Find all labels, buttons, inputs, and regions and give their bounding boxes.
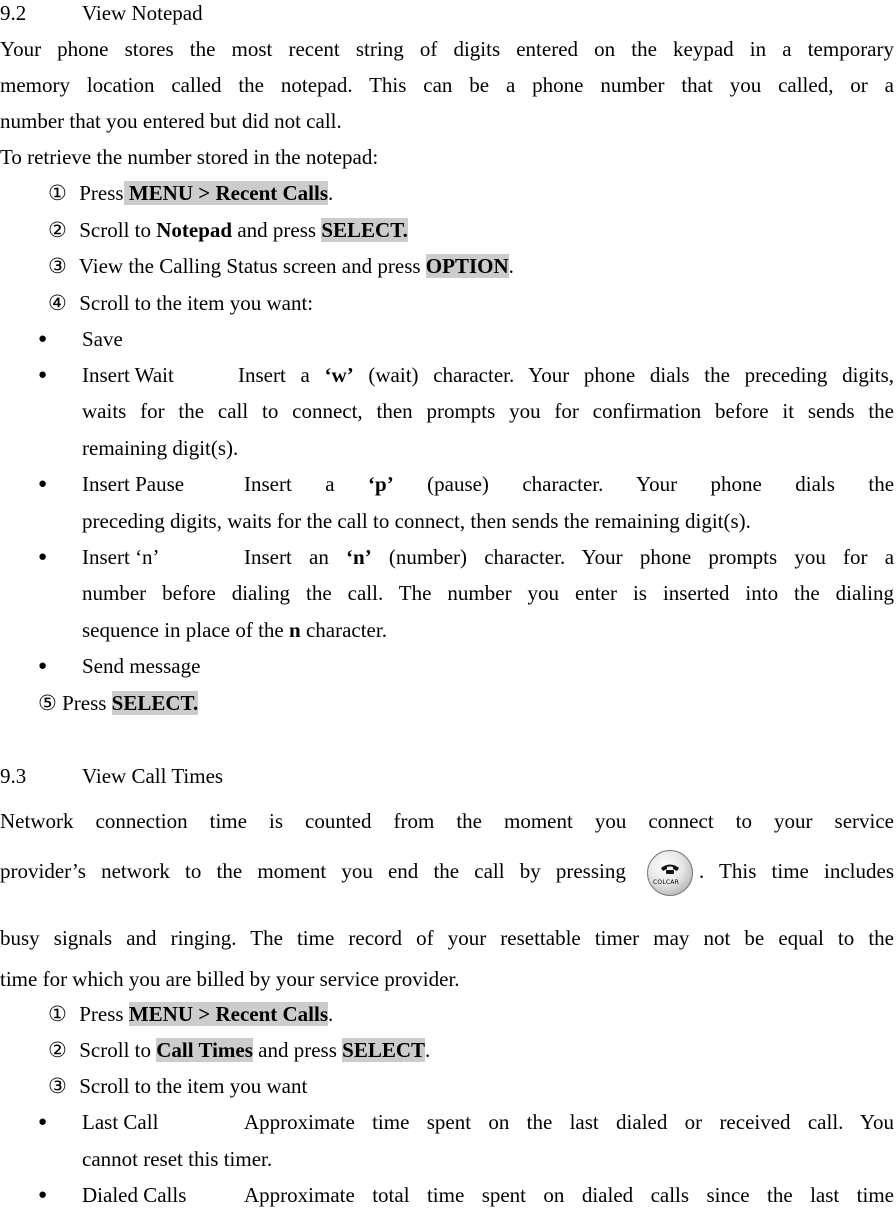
phone-handset-icon (659, 861, 681, 877)
option-insert-n-term: Insert ‘n’ (82, 545, 160, 569)
step-text: Scroll to the item you want: (79, 291, 314, 315)
step-5 (38, 690, 198, 716)
step-text: . (425, 1038, 431, 1062)
softkey-label: SELECT (342, 1038, 426, 1062)
bullet-icon: ● (38, 549, 48, 565)
softkey-label: OPTION (425, 254, 509, 278)
bullet-icon: ● (38, 331, 48, 347)
desc-text: sequence in place of the (82, 618, 284, 642)
paragraph-line: number that you entered but did not call. (0, 109, 342, 133)
desc-text: Insert an (244, 545, 329, 569)
step-text: View the Calling Status screen and press (78, 254, 421, 278)
section-title: View Call Times (82, 764, 224, 788)
timer-last-call-desc: Approximate time spent on the last dialed or received call. You (244, 1110, 894, 1134)
step-number: ④ (48, 291, 67, 315)
bullet-icon: ● (38, 476, 48, 492)
option-save: Save (82, 327, 123, 351)
step-1 (48, 180, 333, 206)
desc-line: waits for the call to connect, then prompts you for confirmation before it sends the (82, 399, 894, 423)
softkey-label: SELECT. (321, 218, 408, 242)
step-text: Press (79, 181, 124, 205)
section-heading-9-3 (0, 763, 223, 789)
bold-term: Notepad (156, 218, 233, 242)
key-label: COLCAR (653, 879, 679, 887)
step-2 (48, 1037, 430, 1063)
bold-term: ‘w’ (324, 363, 354, 387)
desc-text: (pause) character. Your phone dials the (427, 472, 895, 496)
step-number: ③ (48, 254, 67, 278)
timer-last-call-term: Last Call (82, 1110, 159, 1134)
step-number: ⑤ (38, 691, 57, 715)
step-text: . (328, 1002, 334, 1026)
paragraph-line: To retrieve the number stored in the notepad: (0, 145, 379, 169)
option-insert-pause-desc (244, 471, 894, 497)
desc-line: remaining digit(s). (82, 436, 239, 460)
step-text: Scroll to (79, 1038, 151, 1062)
step-text: Press (62, 691, 107, 715)
desc-text: character. (305, 618, 387, 642)
desc-text: . This time includes (699, 859, 895, 883)
paragraph-line: Network connection time is counted from the moment you connect to your service (0, 809, 894, 833)
bold-term: ‘p’ (368, 472, 394, 496)
step-4 (48, 290, 313, 316)
menu-path: MENU > Recent Calls (128, 1002, 329, 1026)
bullet-icon: ● (38, 367, 48, 383)
option-insert-n-desc (244, 544, 894, 570)
desc-line: number before dialing the call. The number you enter is inserted into the dialing (82, 581, 894, 605)
bold-term: ‘n’ (346, 545, 372, 569)
step-text: and press (237, 218, 317, 242)
step-2 (48, 217, 408, 243)
section-heading-9-2 (0, 0, 203, 26)
option-insert-pause-term: Insert Pause (82, 472, 185, 496)
step-1 (48, 1001, 333, 1027)
desc-text: provider’s network to the moment you end the call by pressing (0, 859, 626, 883)
step-text: Press (79, 1002, 124, 1026)
desc-text: (wait) character. Your phone dials the preceding digits, (368, 363, 895, 387)
step-number: ① (48, 1002, 67, 1026)
step-text: . (508, 254, 514, 278)
desc-line (82, 617, 387, 643)
menu-item-label: Call Times (156, 1038, 253, 1062)
step-3 (48, 253, 514, 279)
step-number: ② (48, 218, 67, 242)
step-text: Scroll to (79, 218, 151, 242)
paragraph-line-with-icon (0, 846, 894, 896)
step-number: ③ (48, 1074, 67, 1098)
section-number: 9.2 (0, 1, 27, 25)
desc-text: (number) character. Your phone prompts you for a (388, 545, 895, 569)
end-call-key-icon (647, 850, 693, 896)
bullet-icon: ● (38, 1187, 48, 1203)
paragraph-line: memory location called the notepad. This can be a phone number that you called, or a (0, 73, 894, 97)
option-insert-wait-term: Insert Wait (82, 363, 174, 387)
section-title: View Notepad (82, 1, 203, 25)
step-text: Scroll to the item you want (79, 1074, 308, 1098)
timer-dialed-calls-desc: Approximate total time spent on dialed calls since the last time (244, 1183, 894, 1207)
desc-line: cannot reset this timer. (82, 1147, 273, 1171)
step-text: . (328, 181, 334, 205)
bullet-icon: ● (38, 658, 48, 674)
paragraph-line: Your phone stores the most recent string of digits entered on the keypad in a temporary (0, 37, 894, 61)
menu-path: MENU > Recent Calls (123, 181, 329, 205)
timer-dialed-calls-term: Dialed Calls (82, 1183, 187, 1207)
step-text: and press (258, 1038, 337, 1062)
step-3 (48, 1073, 307, 1099)
desc-text: Insert a (244, 472, 335, 496)
paragraph-line: busy signals and ringing. The time record of your resettable timer may not be equal to the (0, 926, 894, 950)
step-number: ① (48, 181, 67, 205)
step-number: ② (48, 1038, 67, 1062)
bold-term: n (289, 618, 301, 642)
section-number: 9.3 (0, 764, 27, 788)
option-insert-wait-desc (238, 362, 894, 388)
desc-line: preceding digits, waits for the call to connect, then sends the remaining digit(s). (82, 509, 751, 533)
option-send-message: Send message (82, 654, 201, 678)
desc-text: Insert a (238, 363, 310, 387)
softkey-label: SELECT. (111, 691, 199, 715)
bullet-icon: ● (38, 1114, 48, 1130)
paragraph-line: time for which you are billed by your service provider. (0, 967, 460, 991)
